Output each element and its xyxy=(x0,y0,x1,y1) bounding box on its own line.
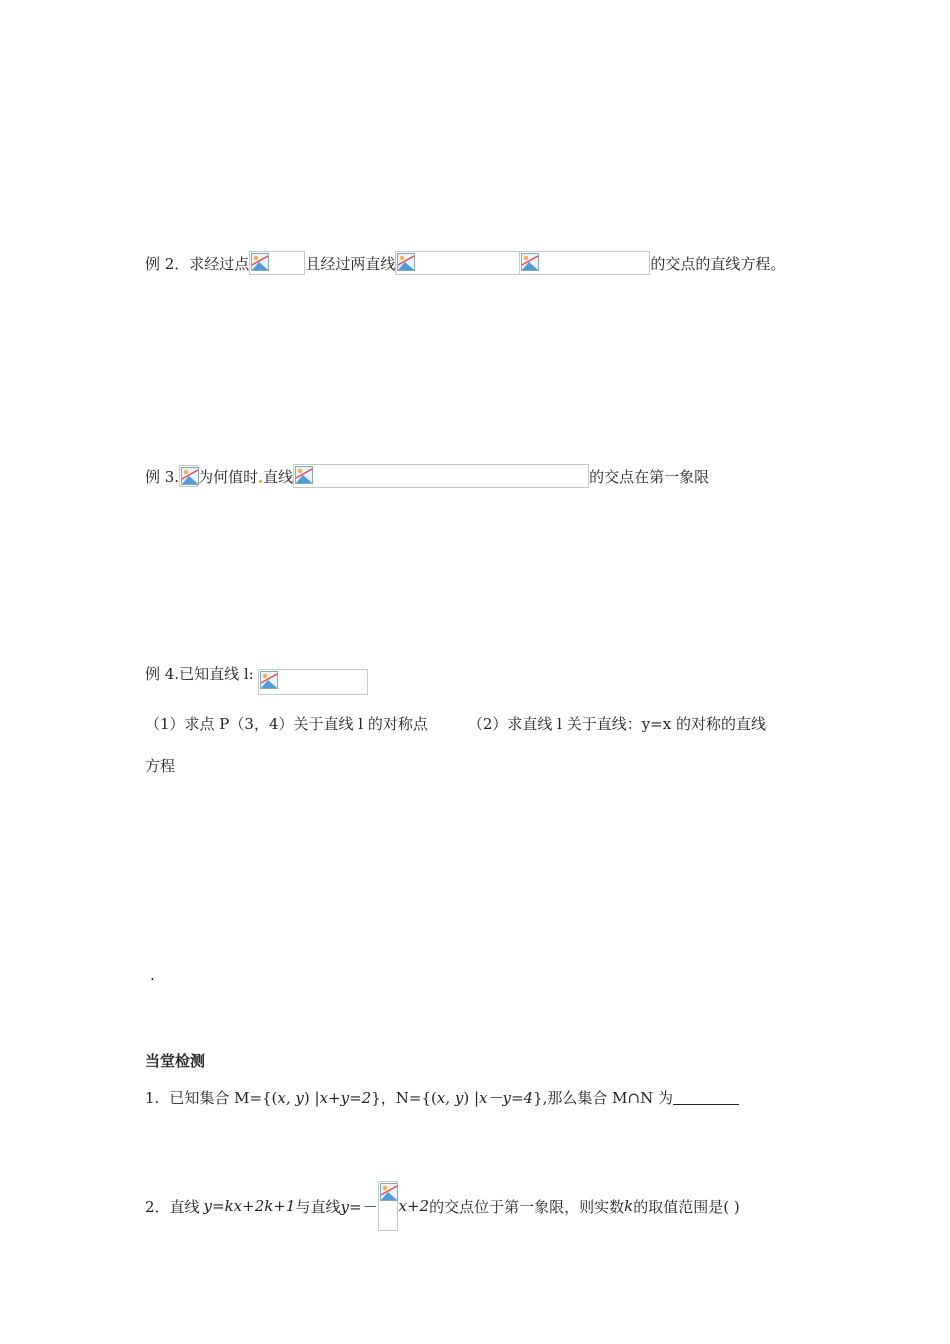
example-3-mid2: 直线 xyxy=(263,467,294,486)
exercise-1-number: 1. xyxy=(145,1088,160,1107)
stray-dot-text: . xyxy=(150,966,155,984)
example-4-question-2-continued xyxy=(145,755,175,776)
exercise-2-tail-c: 的取值范围是( ) xyxy=(633,1197,740,1216)
exercise-2-equation-2: y=－ xyxy=(340,1197,377,1216)
example-2-mid: 且经过两直线 xyxy=(305,254,396,273)
broken-image-icon xyxy=(295,466,313,484)
example-3-suffix: 的交点在第一象限 xyxy=(589,467,710,486)
parameter-formula-image xyxy=(179,465,198,487)
example-4-line xyxy=(145,651,368,695)
exercise-1-cond1: x+y=2 xyxy=(319,1088,372,1107)
line1-formula-image xyxy=(395,251,519,275)
exercise-1-text-a: 已知集合 M={( xyxy=(169,1089,278,1107)
example-4-prefix: 例 4.已知直线 l: xyxy=(145,664,254,683)
example-2-prefix: 例 2．求经过点 xyxy=(145,254,250,273)
exercise-1-text-e: },那么集合 M∩N 为 xyxy=(533,1089,673,1107)
exercise-2-equation-1: y=kx+2k+1 xyxy=(203,1197,296,1215)
fraction-formula-image xyxy=(378,1181,398,1231)
example-3-line xyxy=(145,464,709,488)
exercise-1-text-b: ) | xyxy=(303,1088,320,1107)
section-title: 当堂检测 xyxy=(145,1052,206,1070)
example-3-prefix: 例 3. xyxy=(145,467,180,486)
exercise-1-text-c: }，N={( xyxy=(371,1089,437,1107)
line-l-formula-image xyxy=(258,669,368,695)
example-3-mid1: 为何值时 xyxy=(198,467,259,486)
exercise-1-text-d: ) | xyxy=(463,1088,480,1107)
stray-dot xyxy=(150,966,155,984)
exercise-1 xyxy=(145,1087,739,1108)
broken-image-icon xyxy=(521,253,539,271)
exercise-2-tail-a: x+2 xyxy=(398,1197,430,1215)
exercise-2 xyxy=(145,1181,740,1231)
lines-formula-image xyxy=(293,464,589,488)
example-4-question-1: （1）求点 P（3，4）关于直线 l 的对称点 xyxy=(145,715,428,733)
point-formula-image xyxy=(249,251,305,275)
exercise-1-xy1: x, y xyxy=(277,1088,304,1107)
example-4-question-2-cont-text: 方程 xyxy=(145,757,176,775)
exercise-2-number: 2．直线 xyxy=(145,1197,200,1216)
broken-image-icon xyxy=(260,671,278,689)
exercise-2-tail-b: 的交点位于第一象限，则实数 xyxy=(429,1197,625,1216)
line2-formula-image xyxy=(519,251,650,275)
exercise-2-k: k xyxy=(624,1197,634,1215)
answer-blank[interactable] xyxy=(673,1090,739,1105)
example-4-questions xyxy=(145,713,766,734)
exercise-1-cond2: x－y=4 xyxy=(479,1089,534,1107)
example-2-suffix: 的交点的直线方程。 xyxy=(650,254,786,273)
example-2-line xyxy=(145,251,785,275)
broken-image-icon xyxy=(181,467,199,485)
section-heading xyxy=(145,1050,205,1071)
small-dot-mark xyxy=(259,480,262,483)
example-4-question-2: （2）求直线 l 关于直线：y=x 的对称的直线 xyxy=(467,715,766,733)
exercise-1-xy2: x, y xyxy=(436,1088,464,1107)
broken-image-icon xyxy=(397,253,415,271)
broken-image-icon xyxy=(380,1183,398,1201)
exercise-2-mid: 与直线 xyxy=(295,1197,341,1216)
broken-image-icon xyxy=(251,253,269,271)
